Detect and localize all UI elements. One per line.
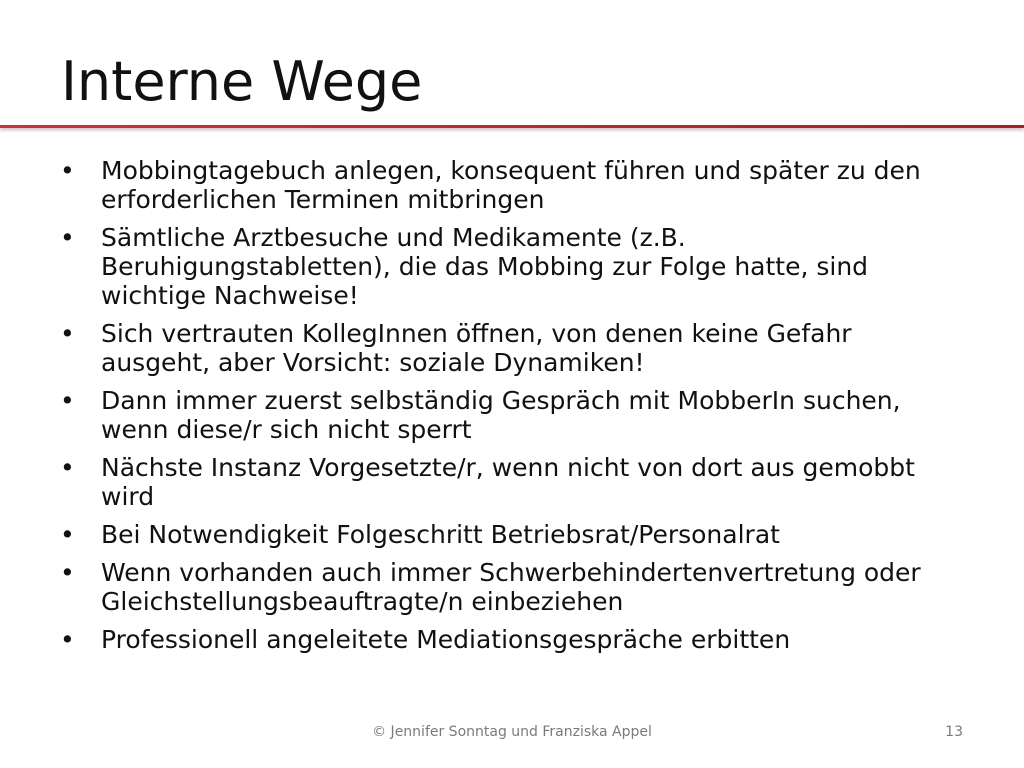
bullet-dot-icon: •	[60, 386, 75, 415]
bullet-dot-icon: •	[60, 558, 75, 587]
bullet-dot-icon: •	[60, 223, 75, 252]
bullet-text: Wenn vorhanden auch immer Schwerbehindertenvertretung oder Gleichstellungsbeauftragte/n einbeziehen	[101, 558, 921, 616]
bullet-text: Dann immer zuerst selbständig Gespräch mit MobberIn suchen, wenn diese/r sich nicht sperrt	[101, 386, 901, 444]
bullet-text: Professionell angeleitete Mediationsgespräche erbitten	[101, 625, 791, 654]
bullet-text: Mobbingtagebuch anlegen, konsequent führen und später zu den erforderlichen Terminen mitbringen	[101, 156, 921, 214]
bullet-item	[60, 558, 960, 616]
bullet-dot-icon: •	[60, 319, 75, 348]
bullet-item	[60, 453, 960, 511]
bullet-dot-icon: •	[60, 156, 75, 185]
bullet-dot-icon: •	[60, 625, 75, 654]
bullet-dot-icon: •	[60, 453, 75, 482]
bullet-dot-icon: •	[60, 520, 75, 549]
bullet-text: Nächste Instanz Vorgesetzte/r, wenn nicht von dort aus gemobbt wird	[101, 453, 915, 511]
bullet-item	[60, 319, 960, 377]
title-underline-rule	[0, 125, 1024, 128]
bullet-text: Sich vertrauten KollegInnen öffnen, von denen keine Gefahr ausgeht, aber Vorsicht: soziale Dynamiken!	[101, 319, 852, 377]
bullet-text: Bei Notwendigkeit Folgeschritt Betriebsrat/Personalrat	[101, 520, 780, 549]
bullet-item	[60, 156, 960, 214]
bullet-item	[60, 386, 960, 444]
page-number: 13	[945, 724, 963, 740]
slide-title: Interne Wege	[61, 50, 423, 113]
bullet-item	[60, 520, 960, 549]
bullet-text: Sämtliche Arztbesuche und Medikamente (z.B. Beruhigungstabletten), die das Mobbing zur Folge hatte, sind wichtige Nachweise!	[101, 223, 869, 310]
bullet-item	[60, 625, 960, 654]
footer-credit: © Jennifer Sonntag und Franziska Appel	[372, 724, 652, 740]
bullet-item	[60, 223, 960, 310]
bullet-list	[60, 156, 960, 663]
